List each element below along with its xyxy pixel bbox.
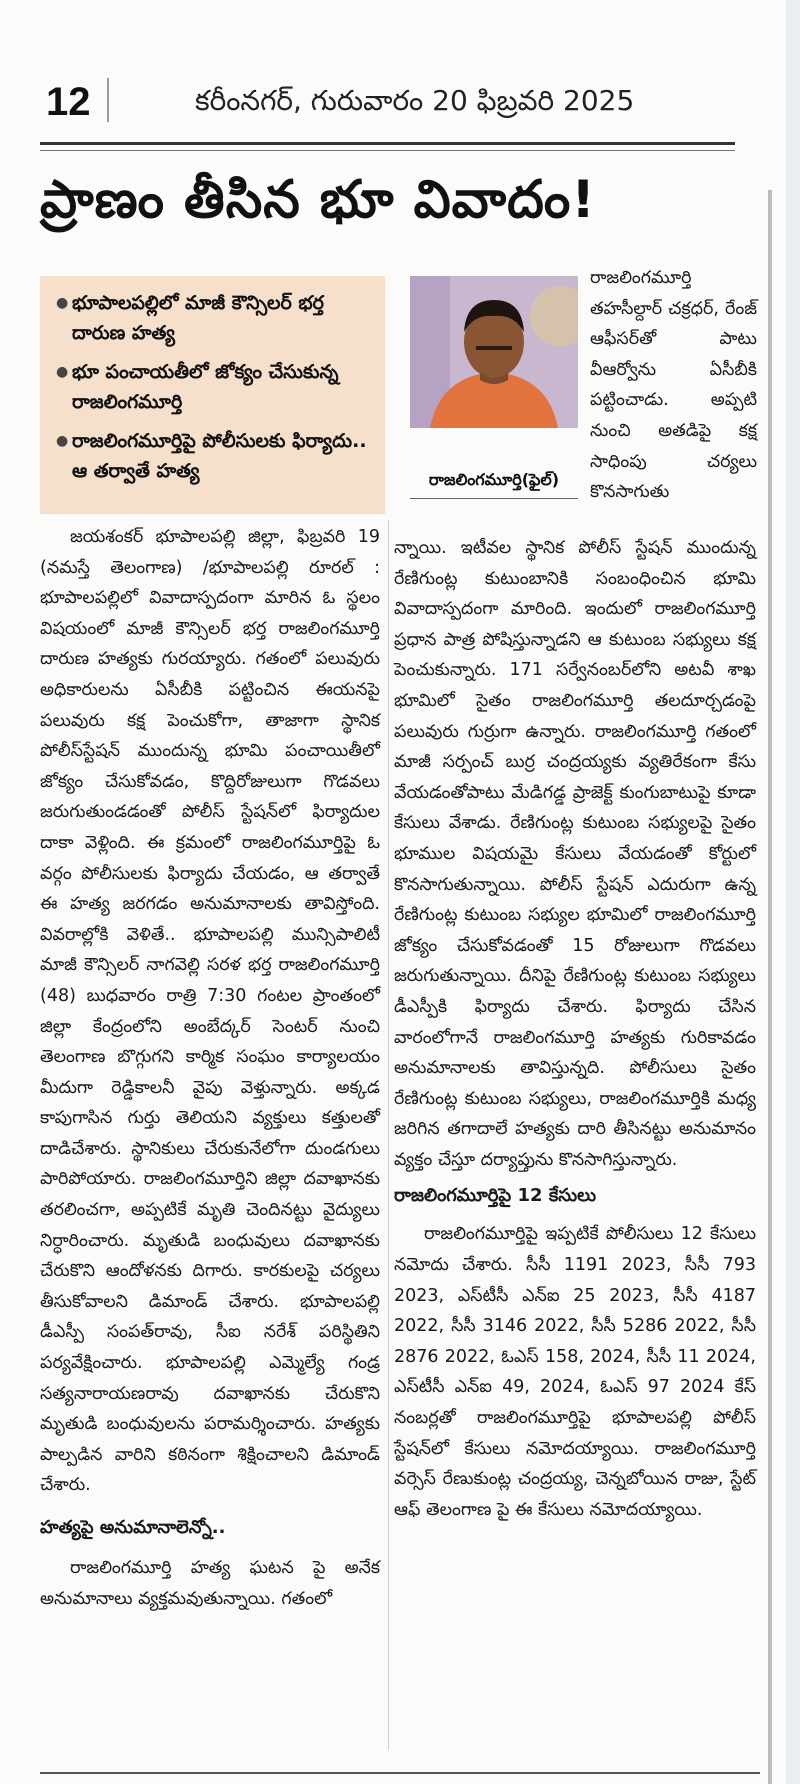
photo-caption: రాజలింగమూర్తి(ఫైల్) bbox=[428, 470, 560, 489]
page-number: 12 bbox=[46, 80, 91, 124]
masthead-divider bbox=[107, 78, 109, 122]
headline: ప్రాణం తీసిన భూ వివాదం! bbox=[40, 170, 596, 230]
caption-rule bbox=[410, 498, 578, 499]
masthead-rule bbox=[40, 142, 735, 145]
column-rule-right bbox=[768, 190, 772, 1784]
right-column bbox=[394, 533, 756, 1525]
highlight-text: రాజలింగమూర్తిపై పోలీసులకు ఫిర్యాదు.. ఆ తర్వాతే హత్య bbox=[72, 430, 367, 482]
subheading: హత్యపై అనుమానాలెన్నో.. bbox=[40, 1517, 226, 1538]
bullet-icon: ● bbox=[56, 364, 69, 380]
right-column-top-text bbox=[590, 263, 757, 508]
highlight-text: భూపాలపల్లిలో మాజీ కౌన్సిలర్ భర్త దారుణ హత్య bbox=[72, 292, 324, 344]
portrait-photo bbox=[410, 276, 578, 428]
adjacent-page-edge bbox=[786, 0, 800, 1784]
article-text: రాజలింగమూర్తి తహసీల్దార్ చక్రధర్, రేంజ్ ఆఫీసర్‌తో పాటు వీఆర్వోను ఏసీబీకి పట్టించాడు. అప్పటి నుంచి అతడిపై కక్ష సాధింపు చర్యలు కొనసాగుతు bbox=[590, 268, 757, 503]
highlights-box bbox=[40, 276, 385, 514]
bottom-rule bbox=[40, 1772, 760, 1774]
bullet-icon: ● bbox=[56, 295, 69, 311]
article-paragraph: రాజలింగమూర్తి హత్య ఘటన పై అనేక అనుమానాలు వ్యక్తమవుతున్నాయి. గతంలో bbox=[40, 1558, 380, 1609]
article-paragraph: రాజలింగమూర్తిపై ఇప్పటికే పోలీసులు 12 కేసులు నమోదు చేశారు. సీసీ 1191 2023, సీసీ 793 2023, ఎస్‌టీసీ ఎన్ఐ 25 2023, సీసీ 4187 2022, సీసీ 3146 2022, సీసీ 5286 2022, సీసీ 2876 2022, ఓఎస్ 158, 2024, సీసీ 11 2024, ఎస్‌టీసీ ఎన్ఐ 49, 2024, ఓఎస్ 97 2024 కేస్ నంబర్లతో రాజలింగమూర్తిపై భూపాలపల్లి పోలీస్ స్టేషన్‌లో కేసులు నమోదయ్యాయి. రాజలింగమూర్తి వర్సెస్ రేణుకుంట్ల చంద్రయ్య, చెన్నబోయిన రాజు, స్టేట్ ఆఫ్ తెలంగాణ పై ఈ కేసులు నమోదయ్యాయి. bbox=[394, 1224, 756, 1520]
left-column bbox=[40, 522, 380, 1614]
column-divider bbox=[388, 520, 389, 1750]
subheading: రాజలింగమూర్తిపై 12 కేసులు bbox=[394, 1185, 597, 1207]
article-paragraph: జయశంకర్ భూపాలపల్లి జిల్లా, ఫిబ్రవరి 19 (నమస్తే తెలంగాణ) /భూపాలపల్లి రూరల్ : భూపాలపల్లిలో వివాదాస్పదంగా మారిన ఓ స్థలం విషయంలో మాజీ కౌన్సిలర్ భర్త రాజలింగమూర్తి దారుణ హత్యకు గురయ్యారు. గతంలో పలువురు అధికారులను ఏసీబీకి పట్టించిన ఈయనపై పలువురు కక్ష పెంచుకోగా, తాజాగా స్థానిక పోలీస్‌స్టేషన్ ముందున్న భూమి పంచాయితీలో జోక్యం చేసుకోవడం, కొద్దిరోజులుగా గొడవలు జరుగుతుండడంతో పోలీస్ స్టేషన్‌లో ఫిర్యాదుల దాకా వెళ్లింది. ఈ క్రమంలో రాజలింగమూర్తిపై ఓ వర్గం పోలీసులకు ఫిర్యాదు చేయడం, ఆ తర్వాతే ఈ హత్య జరగడం అనుమానాలకు తావిస్తోంది. వివరాల్లోకి వెళితే.. భూపాలపల్లి మున్సిపాలిటీ మాజీ కౌన్సిలర్ నాగవెల్లి సరళ భర్త రాజలింగమూర్తి (48) బుధవారం రాత్రి 7:30 గంటల ప్రాంతంలో జిల్లా కేంద్రంలోని అంబేద్కర్ సెంటర్ నుంచి తెలంగాణ బొగ్గుగని కార్మిక సంఘం కార్యాలయం మీదుగా రెడ్డికాలనీ వైపు వెళ్తున్నారు. అక్కడ కాపుగాసిన గుర్తు తెలియని వ్యక్తులు కత్తులతో దాడిచేశారు. స్థానికులు చేరుకునేలోగా దుండగులు పారిపోయారు. రాజలింగమూర్తిని జిల్లా దవాఖానకు తరలించగా, అప్పటికే మృతి చెందినట్టు వైద్యులు నిర్ధారించారు. మృతుడి బంధువులు దవాఖానకు చేరుకొని ఆందోళనకు దిగారు. కారకులపై చర్యలు తీసుకోవాలని డిమాండ్ చేశారు. భూపాలపల్లి డీఎస్పీ సంపత్‌రావు, సీఐ నరేశ్ పరిస్థితిని పర్యవేక్షించారు. భూపాలపల్లి ఎమ్మెల్యే గండ్ర సత్యనారాయణరావు దవాఖానకు చేరుకొని మృతుడి బంధువులను పరామర్శించారు. హత్యకు పాల్పడిన వారిని కఠినంగా శిక్షించాలని డిమాండ్ చేశారు. bbox=[40, 527, 380, 1496]
highlight-text: భూ పంచాయతీలో జోక్యం చేసుకున్న రాజలింగమూర్తి bbox=[72, 361, 339, 413]
article-paragraph: న్నాయి. ఇటీవల స్థానిక పోలీస్ స్టేషన్ ముందున్న రేణిగుంట్ల కుటుంబానికి సంబంధించిన భూమి వివాదాస్పదంగా మారింది. ఇందులో రాజలింగమూర్తి ప్రధాన పాత్ర పోషిస్తున్నాడని ఆ కుటుంబ సభ్యులు కక్ష పెంచుకున్నారు. 171 సర్వేనంబర్‌లోని అటవీ శాఖ భూమిలో సైతం రాజలింగమూర్తి తలదూర్చడంపై పలువురు గుర్రుగా ఉన్నారు. రాజలింగమూర్తి గతంలో మాజీ సర్పంచ్ బుర్ర చంద్రయ్యకు వ్యతిరేకంగా కేసు వేయడంతోపాటు మేడిగడ్డ ప్రాజెక్ట్ కుంగుబాటుపై కూడా కేసులు వేశాడు. రేణిగుంట్ల కుటుంబ సభ్యులపై సైతం భూముల విషయమై కేసులు వేయడంతో కోర్టులో కొనసాగుతున్నాయి. పోలీస్ స్టేషన్ ఎదురుగా ఉన్న రేణిగుంట్ల కుటుంబ సభ్యుల భూమిలో రాజలింగమూర్తి జోక్యం చేసుకోవడంతో 15 రోజులుగా గొడవలు జరుగుతున్నాయి. దీనిపై రేణిగుంట్ల కుటుంబ సభ్యులు డీఎస్పీకి ఫిర్యాదు చేశారు. ఫిర్యాదు చేసిన వారంలోగానే రాజలింగమూర్తి హత్యకు గురికావడం అనుమానాలకు తావిస్తున్నది. పోలీసులు సైతం రేణిగుంట్ల కుటుంబ సభ్యులు, రాజలింగమూర్తికి మధ్య జరిగిన తగాదాలే హత్యకు దారి తీసినట్టు అనుమానం వ్యక్తం చేస్తూ దర్యాప్తును కొనసాగిస్తున్నారు. bbox=[394, 538, 756, 1170]
highlight-item bbox=[56, 288, 371, 348]
dateline: కరీంనగర్, గురువారం 20 ఫిబ్రవరి 2025 bbox=[195, 84, 635, 117]
highlight-item bbox=[56, 426, 371, 486]
bullet-icon: ● bbox=[56, 433, 69, 449]
masthead-rule-thin bbox=[40, 150, 735, 151]
highlight-item bbox=[56, 357, 371, 417]
